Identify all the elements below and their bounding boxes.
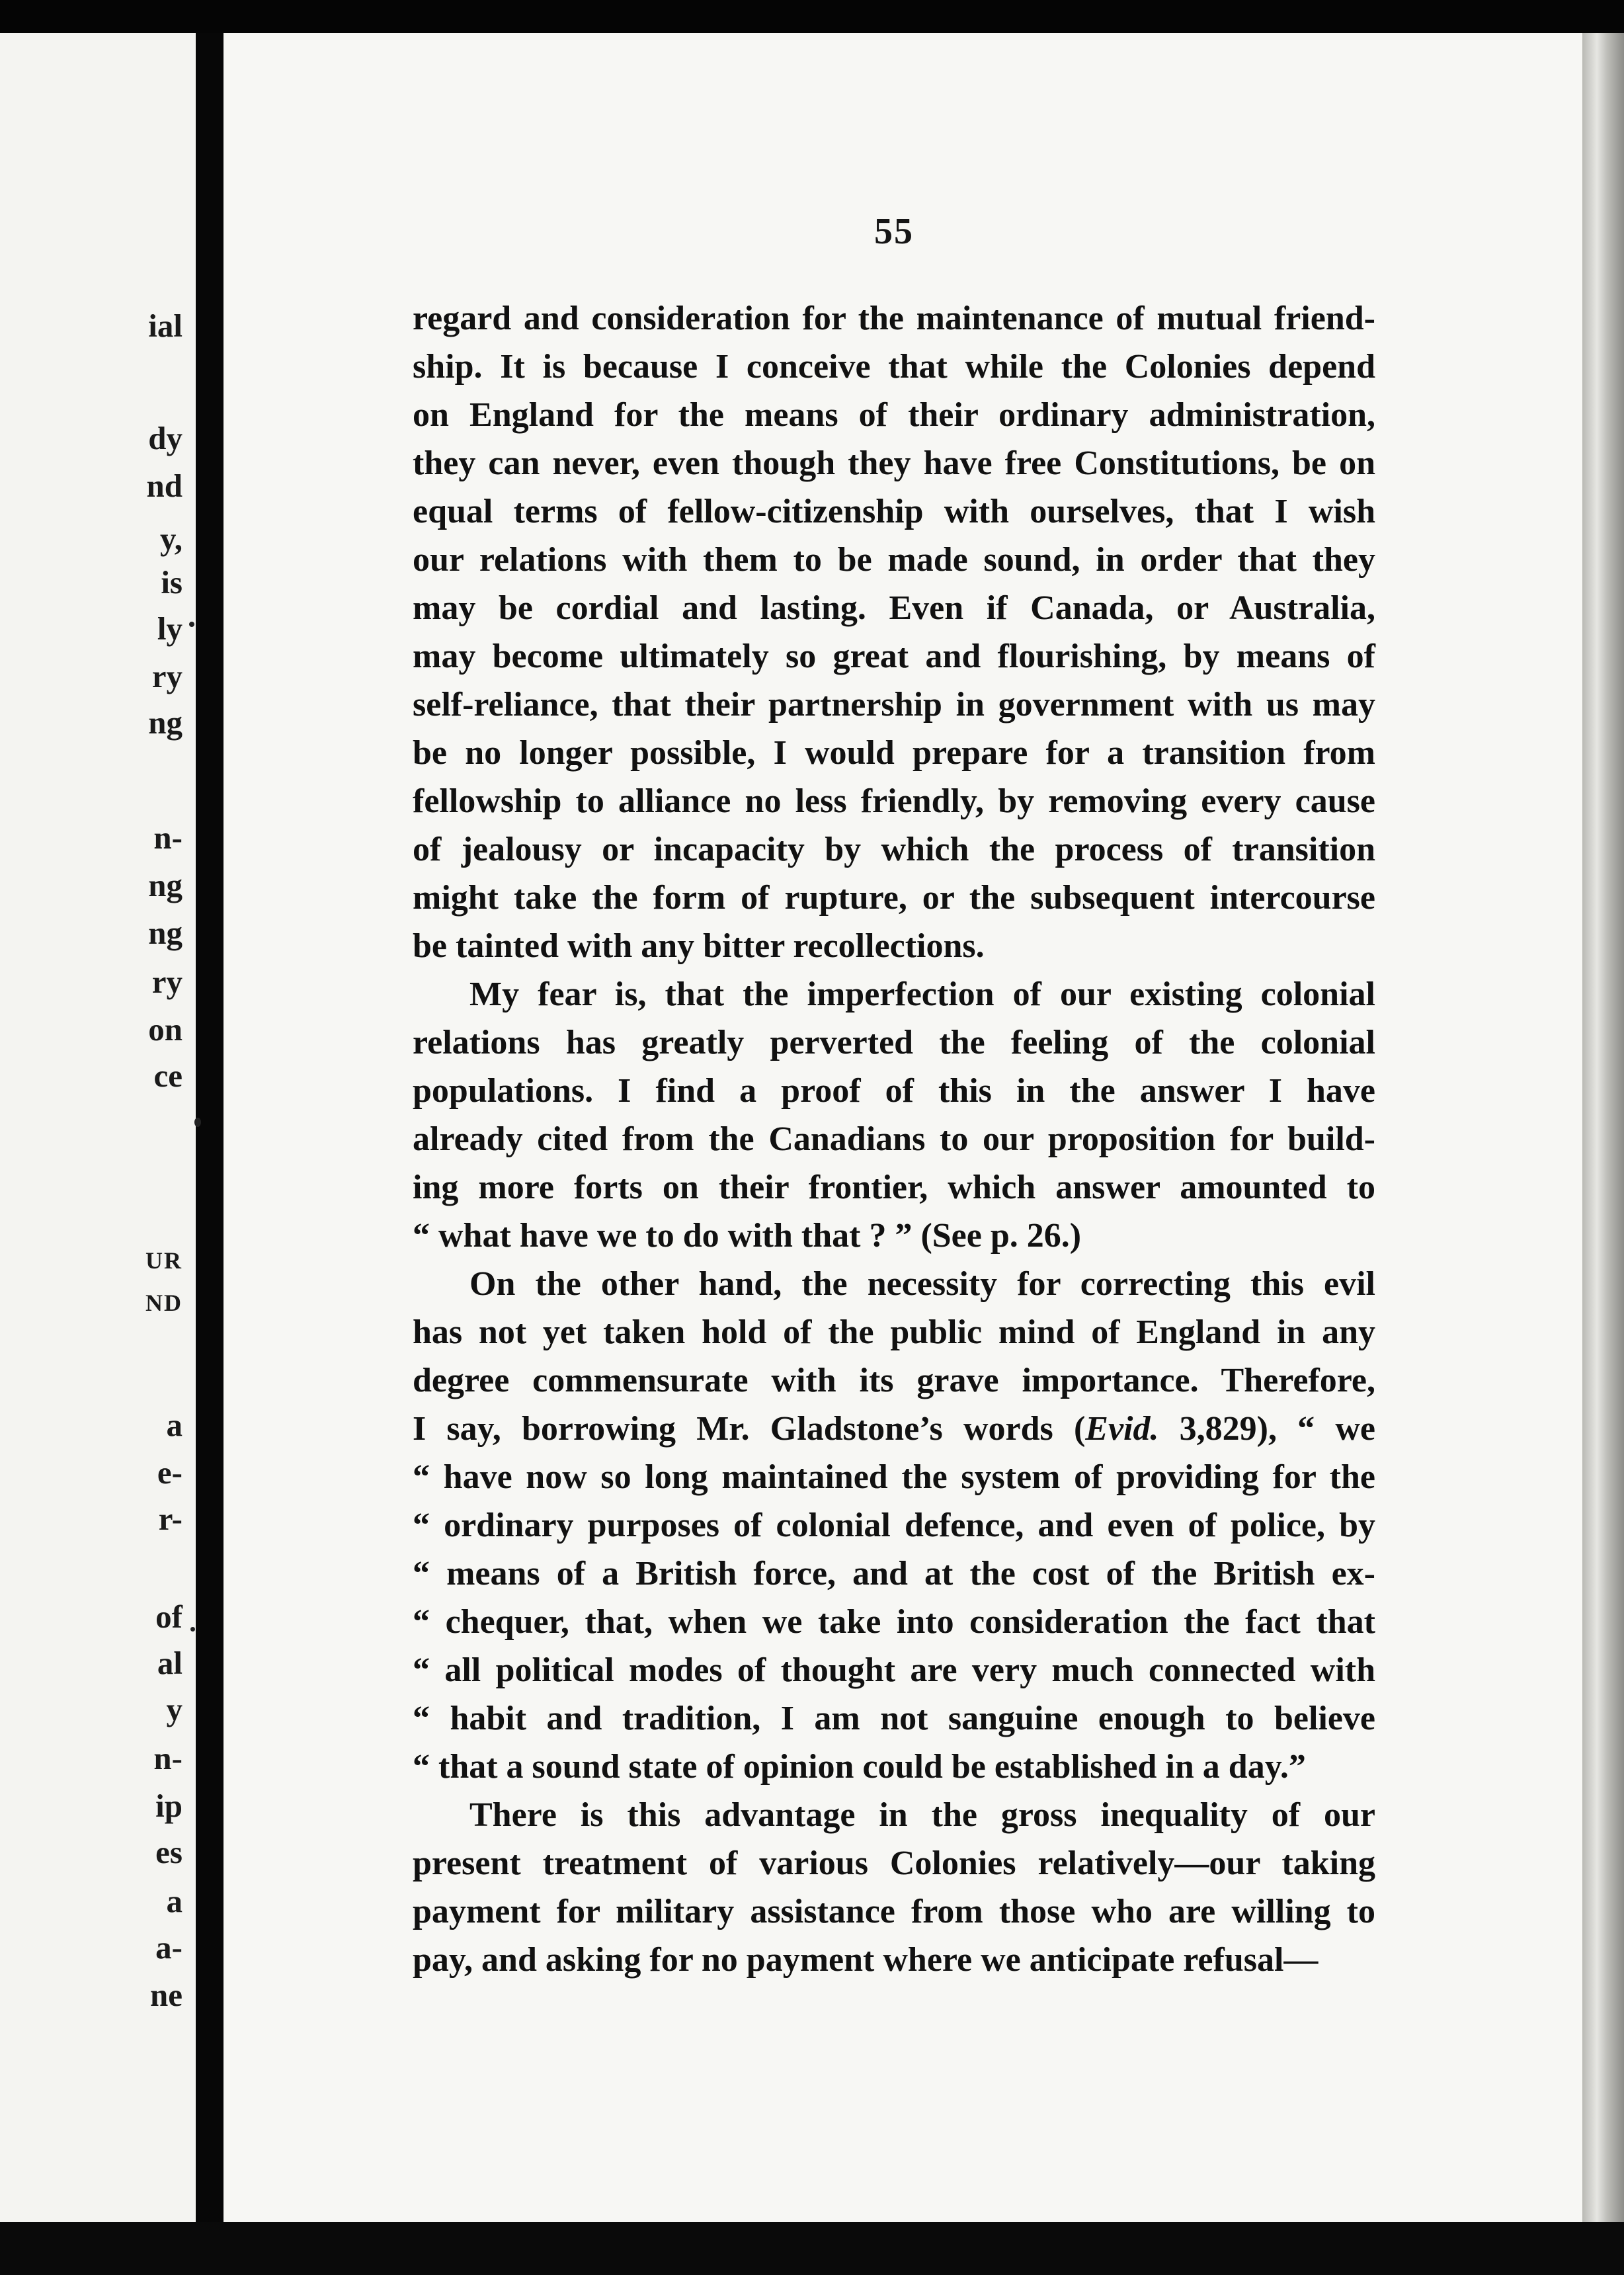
text-line: has not yet taken hold of the public mind of England in any — [413, 1313, 1375, 1351]
text-line: degree commensurate with its grave importance. Therefore, — [413, 1362, 1375, 1399]
text-line: populations. I find a proof of this in the answer I have — [413, 1072, 1375, 1110]
text-line: There is this advantage in the gross inequality of our — [469, 1796, 1375, 1834]
facing-page-fragment: al — [157, 1645, 183, 1681]
text-line: “ habit and tradition, I am not sanguine enough to believe — [413, 1700, 1375, 1737]
scan-bottom-border — [0, 2222, 1624, 2275]
text-line: ship. It is because I conceive that while the Colonies depend — [413, 348, 1375, 386]
italic-citation: Evid. — [1085, 1410, 1159, 1448]
text-line: equal terms of fellow-citizenship with ourselves, that I wish — [413, 493, 1375, 530]
facing-page-fragment: ip — [155, 1788, 183, 1824]
text-line: present treatment of various Colonies relatively—our taking — [413, 1844, 1375, 1882]
text-line: be tainted with any bitter recollections. — [413, 927, 985, 965]
text-line: of jealousy or incapacity by which the process of transition — [413, 831, 1375, 868]
facing-page-fragment: UR — [145, 1247, 183, 1274]
text-line: “ have now so long maintained the system of providing for the — [413, 1458, 1375, 1496]
facing-page-fragment: y — [166, 1691, 183, 1727]
facing-page-fragment: ry — [151, 658, 183, 694]
text-line: I say, borrowing Mr. Gladstone’s words (Evid. 3,829), “ we — [413, 1410, 1375, 1448]
text-line: On the other hand, the necessity for correcting this evil — [469, 1265, 1375, 1303]
body-text — [413, 294, 1375, 1984]
text-line: fellowship to alliance no less friendly, by removing every cause — [413, 782, 1375, 820]
facing-page — [0, 33, 196, 2222]
facing-page-fragment: is — [161, 564, 183, 600]
text-line: our relations with them to be made sound, in order that they — [413, 541, 1375, 579]
facing-page-fragment: ne — [150, 1977, 183, 2013]
text-line: they can never, even though they have free Constitutions, be on — [413, 444, 1375, 482]
text-line: regard and consideration for the maintenance of mutual friend- — [413, 300, 1375, 337]
page-number: 55 — [874, 211, 914, 252]
text-line: ing more forts on their frontier, which answer amounted to — [413, 1169, 1375, 1206]
facing-page-fragment: ng — [148, 867, 183, 903]
text-line: may be cordial and lasting. Even if Canada, or Australia, — [413, 589, 1375, 627]
facing-page-fragment: a- — [155, 1929, 183, 1965]
text-line: My fear is, that the imperfection of our existing colonial — [469, 975, 1375, 1013]
facing-page-fragment: on — [148, 1011, 183, 1048]
text-line: “ ordinary purposes of colonial defence, and even of police, by — [413, 1507, 1375, 1544]
facing-page-fragment: ng — [148, 704, 183, 741]
facing-page-fragment: ry — [151, 964, 183, 1000]
facing-page-fragment: of — [155, 1598, 183, 1635]
scan-top-border — [0, 0, 1624, 33]
text-line: already cited from the Canadians to our proposition for build- — [413, 1120, 1375, 1158]
facing-page-fragment: es — [155, 1834, 183, 1870]
text-line: relations has greatly perverted the feeling of the colonial — [413, 1024, 1375, 1061]
paragraph — [413, 1260, 1375, 1791]
facing-page-fragment: nd — [146, 468, 183, 504]
facing-page-fragment: a — [166, 1883, 183, 1919]
facing-page-fragment: ND — [145, 1290, 183, 1316]
facing-page-fragment: dy — [148, 420, 183, 456]
text-line: self-reliance, that their partnership in government with us may — [413, 686, 1375, 724]
text-line: “ what have we to do with that ? ” (See p. 26.) — [413, 1217, 1082, 1255]
text-line: might take the form of rupture, or the subsequent intercourse — [413, 879, 1375, 917]
text-line: payment for military assistance from those who are willing to — [413, 1893, 1375, 1930]
paragraph — [413, 1791, 1375, 1984]
text-line: “ means of a British force, and at the cost of the British ex- — [413, 1555, 1375, 1592]
text-line: “ all political modes of thought are very much connected with — [413, 1651, 1375, 1689]
facing-page-fragment: ial — [148, 308, 183, 344]
facing-page-fragment: e- — [157, 1454, 183, 1491]
text-line: may become ultimately so great and flourishing, by means of — [413, 638, 1375, 675]
paragraph — [413, 970, 1375, 1260]
text-line: be no longer possible, I would prepare for a transition from — [413, 734, 1375, 772]
book-gutter — [196, 33, 223, 2222]
text-line: on England for the means of their ordinary administration, — [413, 396, 1375, 434]
text-line: “ that a sound state of opinion could be established in a day.” — [413, 1748, 1306, 1786]
text-line: pay, and asking for no payment where we anticipate refusal— — [413, 1941, 1319, 1979]
facing-page-fragment: ly — [157, 610, 183, 647]
facing-page-fragment: ce — [153, 1057, 183, 1094]
paragraph — [413, 294, 1375, 970]
text-line: “ chequer, that, when we take into consideration the fact that — [413, 1603, 1375, 1641]
facing-page-fragment: a — [166, 1407, 183, 1443]
page-edge — [1582, 33, 1624, 2222]
facing-page-fragment: ng — [148, 915, 183, 951]
facing-page-fragment: y, — [159, 520, 183, 557]
facing-page-fragment: n- — [153, 1740, 183, 1776]
facing-page-fragment: r- — [158, 1501, 183, 1537]
facing-page-fragment: n- — [153, 819, 183, 856]
